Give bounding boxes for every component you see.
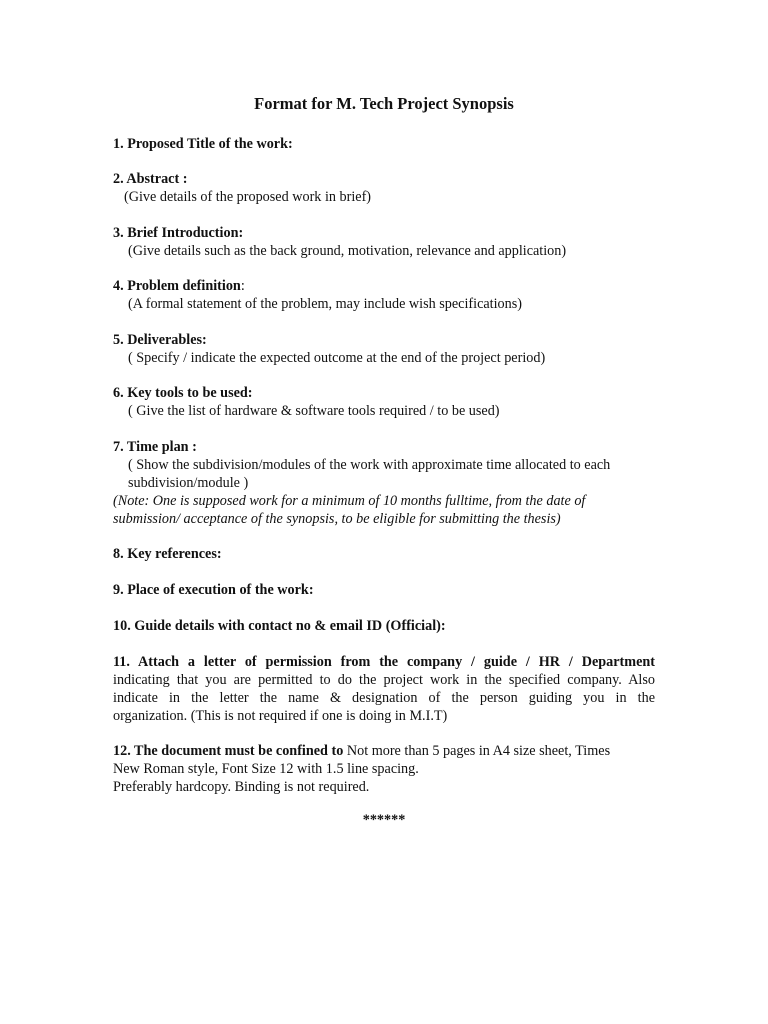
section-7-note-line-2: submission/ acceptance of the synopsis, to be eligible for submitting the thesis) xyxy=(113,511,561,527)
section-7-note-line-1: (Note: One is supposed work for a minimum of 10 months fulltime, from the date of xyxy=(113,493,586,509)
section-10 xyxy=(113,617,655,635)
section-1-heading: 1. Proposed Title of the work: xyxy=(113,136,293,152)
section-3 xyxy=(113,224,655,260)
section-2 xyxy=(113,170,655,206)
section-11-line-3: indicate in the letter the name & designation of the person guiding you in the xyxy=(113,690,655,706)
section-11 xyxy=(113,653,655,725)
section-7-detail-line-2: subdivision/module ) xyxy=(128,475,249,491)
section-11-line-2: indicating that you are permitted to do the project work in the specified company. Also xyxy=(113,672,655,688)
section-4 xyxy=(113,277,655,313)
section-4-heading: 4. Problem definition xyxy=(113,278,241,294)
section-12 xyxy=(113,742,655,796)
section-8 xyxy=(113,545,655,563)
section-10-heading: 10. Guide details with contact no & email ID (Official): xyxy=(113,618,446,634)
section-6-heading: 6. Key tools to be used: xyxy=(113,385,253,401)
section-8-heading: 8. Key references: xyxy=(113,546,222,562)
section-3-detail: (Give details such as the back ground, motivation, relevance and application) xyxy=(128,243,567,259)
end-marker: ****** xyxy=(362,812,406,828)
section-4-heading-colon: : xyxy=(240,278,245,294)
section-6 xyxy=(113,384,655,420)
section-11-heading: 11. Attach a letter of permission from the company / guide / HR / Department xyxy=(113,654,655,670)
document-title: Format for M. Tech Project Synopsis xyxy=(254,94,514,113)
section-12-line-3: Preferably hardcopy. Binding is not required. xyxy=(113,779,370,795)
section-4-detail: (A formal statement of the problem, may include wish specifications) xyxy=(128,296,522,312)
section-5-detail: ( Specify / indicate the expected outcome at the end of the project period) xyxy=(128,350,546,366)
section-2-detail: (Give details of the proposed work in brief) xyxy=(124,189,372,205)
section-7-heading: 7. Time plan : xyxy=(113,439,197,455)
section-2-heading: 2. Abstract : xyxy=(113,171,188,187)
section-6-detail: ( Give the list of hardware & software tools required / to be used) xyxy=(128,403,500,419)
section-5-heading: 5. Deliverables: xyxy=(113,332,207,348)
section-3-heading: 3. Brief Introduction: xyxy=(113,225,244,241)
section-7-detail-line-1: ( Show the subdivision/modules of the work with approximate time allocated to each xyxy=(128,457,611,473)
section-9-heading: 9. Place of execution of the work: xyxy=(113,582,314,598)
section-12-line-2: New Roman style, Font Size 12 with 1.5 line spacing. xyxy=(113,761,419,777)
section-1 xyxy=(113,135,655,153)
section-7 xyxy=(113,438,655,528)
section-12-line-1-rest: Not more than 5 pages in A4 size sheet, Times xyxy=(343,743,611,759)
section-12-heading: 12. The document must be confined to xyxy=(113,743,344,759)
section-9 xyxy=(113,581,655,599)
section-5 xyxy=(113,331,655,367)
section-11-line-4: organization. (This is not required if one is doing in M.I.T) xyxy=(113,708,448,724)
